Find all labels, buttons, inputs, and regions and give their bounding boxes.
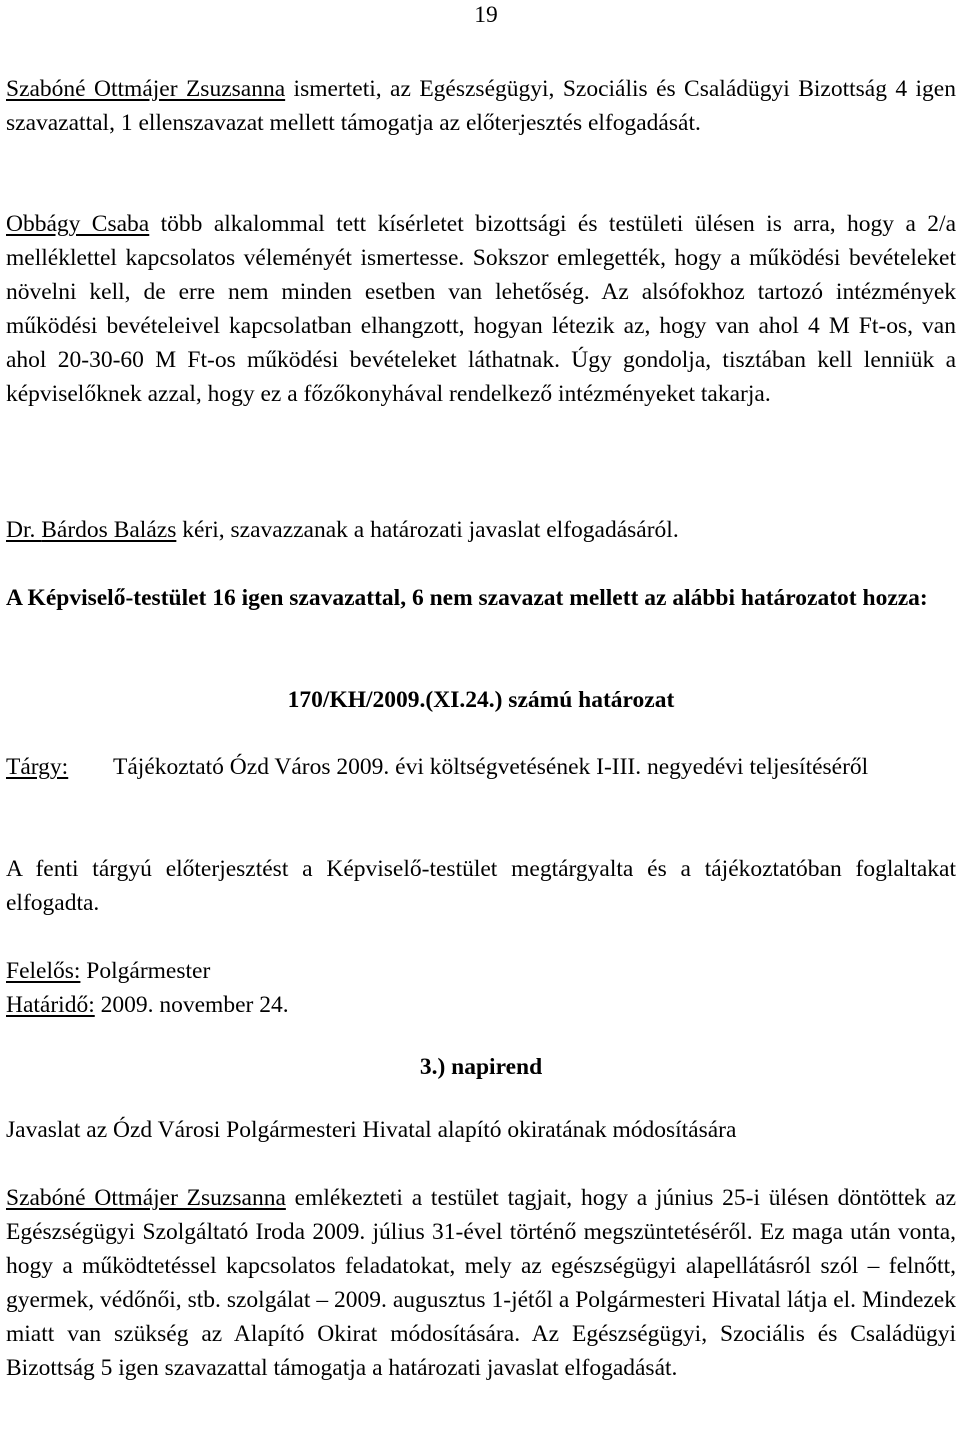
resolution-body: A fenti tárgyú előterjesztést a Képviselő-testület megtárgyalta és a tájékoztatóban foglaltakat elfogadta. (6, 856, 956, 916)
responsible-line (6, 954, 956, 988)
paragraph-committee-opinion (6, 72, 956, 140)
deadline-value: 2009. november 24. (94, 992, 289, 1018)
paragraph-text: ismerteti, az Egészségügyi, Szociális és Családügyi Bizottság 4 igen szavazattal, 1 ellenszavazat mellett támogatja az előterjesztés elfogadását. (6, 76, 956, 136)
page-number: 19 (474, 2, 498, 28)
resolution-title: 170/KH/2009.(XI.24.) számú határozat (287, 687, 675, 713)
speaker-title: Dr. (6, 517, 42, 543)
paragraph-obbagy-remarks (6, 207, 956, 411)
subject-text: Tájékoztató Ózd Város 2009. évi költségvetésének I-III. negyedévi teljesítéséről (113, 754, 869, 780)
subject-label: Tárgy: (6, 754, 69, 780)
speaker-name: Bárdos Balázs (41, 517, 177, 543)
paragraph-text: emlékezteti a testület tagjait, hogy a június 25-i ülésen döntöttek az Egészségügyi Szolgáltató Iroda 2009. július 31-ével történő megszüntetéséről. Ez maga után vonta, hogy a működtetéssel kapcsolatos feladatokat, mely az egészségügyi alapellátásról szól – felnőtt, gyermek, védőnői, stb. szolgálat – 2009. augusztus 1-jétől a Polgármesteri Hivatal látja el. Mindezek miatt van szükség az Alapító Okirat módosítására. Az Egészségügyi, Szociális és Családügyi Bizottság 5 igen szavazattal támogatja a határozati javaslat elfogadását. (6, 1185, 956, 1381)
agenda-title: 3.) napirend (419, 1054, 543, 1080)
paragraph-deed-amendment (6, 1181, 956, 1385)
speaker-name: Obbágy Csaba (6, 211, 150, 237)
responsible-value: Polgármester (80, 958, 211, 984)
resolution-intro: A Képviselő-testület 16 igen szavazattal, 6 nem szavazat mellett az alábbi határozatot hozza: (6, 585, 928, 611)
resolution-subject (6, 750, 956, 818)
responsible-label: Felelős: (6, 958, 81, 984)
document-page (6, 0, 956, 1448)
paragraph-text: kéri, szavazzanak a határozati javaslat elfogadásáról. (176, 517, 679, 543)
paragraph-vote-request (6, 513, 956, 547)
deadline-label: Határidő: (6, 992, 95, 1018)
deadline-line (6, 988, 956, 1022)
speaker-name: Szabóné Ottmájer Zsuzsanna (6, 76, 286, 102)
speaker-name: Szabóné Ottmájer Zsuzsanna (6, 1185, 286, 1211)
paragraph-text: több alkalommal tett kísérletet bizottsági és testületi ülésen is arra, hogy a 2/a melléklettel kapcsolatos véleményét ismertesse. Sokszor emlegették, hogy a működési bevételeket növelni kell, de erre nem minden esetben van lehetőség. Az alsófokhoz tartozó intézmények működési bevételeivel kapcsolatban elhangzott, hogyan létezik az, hogy van ahol 4 M Ft-os, van ahol 20-30-60 M Ft-os működési bevételeket láthatnak. Úgy gondolja, tisztában kell lenniük a képviselőknek azzal, hogy ez a főzőkonyhával rendelkező intézményeket takarja. (6, 211, 956, 407)
agenda-subject: Javaslat az Ózd Városi Polgármesteri Hivatal alapító okiratának módosítására (6, 1117, 737, 1143)
